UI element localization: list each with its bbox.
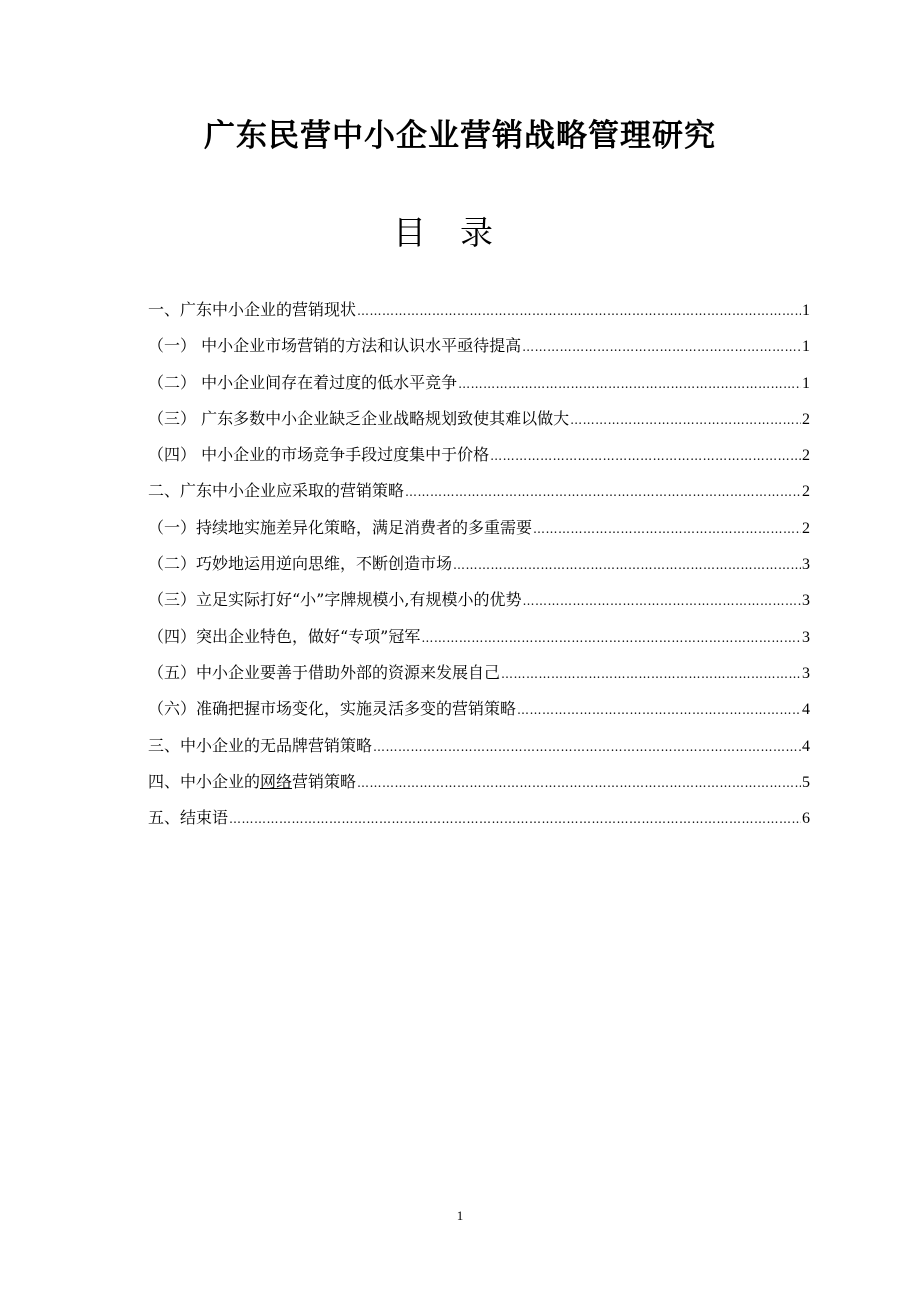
toc-leader-dots [522, 583, 801, 619]
toc-entry[interactable] [148, 292, 810, 328]
toc-leader-dots [501, 656, 801, 692]
toc-leader-dots [570, 402, 801, 438]
toc-entry-label-post: 营销策略 [292, 771, 357, 791]
page-number: 1 [456, 1208, 464, 1223]
toc-leader-dots [373, 729, 801, 765]
toc-leader-dots [229, 801, 801, 837]
toc-entry-page: 3 [802, 592, 810, 610]
toc-entry[interactable] [148, 365, 810, 401]
toc-entry-page: 3 [802, 664, 810, 682]
toc-entry-page: 2 [802, 447, 810, 465]
toc-leader-dots [405, 474, 801, 510]
toc-leader-dots [357, 765, 801, 801]
toc-entry-label: （三）立足实际打好“小”字牌规模小,有规模小的优势 [148, 590, 522, 610]
toc-entry[interactable] [148, 473, 810, 509]
toc-entry-page: 2 [802, 410, 810, 428]
toc-entry[interactable] [148, 510, 810, 546]
toc-entry-label: 五、结束语 [148, 808, 229, 828]
toc-entry-page: 3 [802, 628, 810, 646]
toc-entry-label [148, 764, 356, 800]
toc-leader-dots [453, 547, 801, 583]
toc-entry-page: 2 [802, 519, 810, 537]
toc-leader-dots [522, 329, 801, 365]
toc-leader-dots [458, 366, 801, 402]
toc-entry-label: （六）准确把握市场变化，实施灵活多变的营销策略 [148, 699, 517, 719]
toc-entry-label: （一） 中小企业市场营销的方法和认识水平亟待提高 [148, 336, 522, 356]
toc-entry-label: （三） 广东多数中小企业缺乏企业战略规划致使其难以做大 [148, 408, 570, 428]
toc-entry-label: 二、广东中小企业应采取的营销策略 [148, 481, 405, 501]
toc-entry[interactable] [148, 764, 810, 800]
toc-entry[interactable] [148, 800, 810, 836]
toc-entry-label: （四）突出企业特色，做好“专项”冠军 [148, 626, 421, 646]
toc-leader-dots [421, 620, 801, 656]
toc-entry-label: （二）巧妙地运用逆向思维，不断创造市场 [148, 554, 453, 574]
toc-entry-label: 一、广东中小企业的营销现状 [148, 300, 357, 319]
toc-entry[interactable] [148, 728, 810, 764]
toc-entry-label-underlined: 网络 [260, 771, 293, 791]
toc-leader-dots [357, 293, 801, 329]
toc-entry-label: 三、中小企业的无品牌营销策略 [148, 735, 373, 755]
toc-entry-page: 1 [802, 338, 810, 356]
toc-entry[interactable] [148, 401, 810, 437]
toc-entry[interactable] [148, 328, 810, 364]
toc-leader-dots [490, 438, 801, 474]
toc-entry[interactable] [148, 619, 810, 655]
toc-entry-page: 6 [802, 810, 810, 828]
toc-entry-label: （四） 中小企业的市场竞争手段过度集中于价格 [148, 445, 490, 465]
toc-entry[interactable] [148, 691, 810, 727]
toc-entry[interactable] [148, 582, 810, 618]
toc-entry[interactable] [148, 655, 810, 691]
toc-entry-label: （五）中小企业要善于借助外部的资源来发展自己 [148, 662, 501, 682]
document-title: 广东民营中小企业营销战略管理研究 [204, 118, 716, 154]
toc-entry-page: 4 [802, 701, 810, 719]
toc-entry-label-pre: 四、中小企业的 [148, 771, 261, 791]
toc-entry-page: 5 [802, 773, 810, 791]
toc-entry-page: 3 [802, 556, 810, 574]
toc-entry-page: 1 [802, 302, 810, 319]
toc-entry-label: （二） 中小企业间存在着过度的低水平竞争 [148, 372, 458, 392]
toc-entry-page: 2 [802, 483, 810, 501]
toc-leader-dots [533, 511, 801, 547]
table-of-contents [148, 292, 810, 836]
toc-entry[interactable] [148, 437, 810, 473]
toc-heading: 目录 [393, 213, 527, 252]
toc-leader-dots [517, 692, 801, 728]
toc-entry-label: （一）持续地实施差异化策略，满足消费者的多重需要 [148, 517, 533, 537]
toc-entry[interactable] [148, 546, 810, 582]
toc-entry-page: 1 [802, 374, 810, 392]
toc-entry-page: 4 [802, 737, 810, 755]
